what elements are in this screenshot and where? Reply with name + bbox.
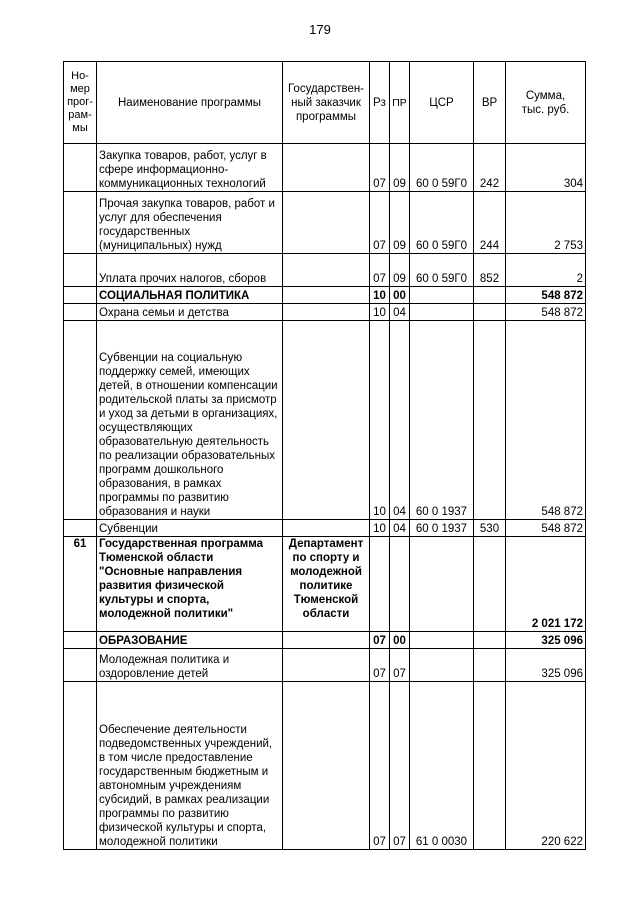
cell-vr: [474, 649, 506, 682]
cell-rz: 10: [370, 304, 390, 321]
header-csr: ЦСР: [410, 62, 474, 144]
cell-rz: 10: [370, 520, 390, 537]
cell-name: Закупка товаров, работ, услуг в сфере информационно-коммуникационных технологий: [97, 144, 283, 192]
cell-number: [64, 287, 97, 304]
cell-sum: 304: [506, 144, 586, 192]
cell-customer: [283, 304, 370, 321]
cell-number: 61: [64, 537, 97, 632]
cell-sum: 2 753: [506, 192, 586, 254]
cell-vr: 530: [474, 520, 506, 537]
table-row: [64, 520, 586, 537]
cell-name: Прочая закупка товаров, работ и услуг для обеспечения государственных (муниципальных) нужд: [97, 192, 283, 254]
cell-sum: 2: [506, 254, 586, 287]
cell-customer: [283, 144, 370, 192]
cell-pr: 07: [390, 649, 410, 682]
cell-name: ОБРАЗОВАНИЕ: [97, 632, 283, 649]
table-row: [64, 321, 586, 520]
cell-vr: 242: [474, 144, 506, 192]
table-row: [64, 632, 586, 649]
cell-pr: 04: [390, 304, 410, 321]
header-program-name: Наименование программы: [97, 62, 283, 144]
cell-csr: 60 0 59Г0: [410, 144, 474, 192]
cell-name: Обеспечение деятельности подведомственных учреждений, в том числе предоставление государственным бюджетным и автономным учреждениям субсидий, в рамках реализации программы по развитию физической культуры и спорта, молодежной политики: [97, 682, 283, 850]
cell-number: [64, 649, 97, 682]
cell-rz: 07: [370, 144, 390, 192]
cell-customer: [283, 321, 370, 520]
header-vr: ВР: [474, 62, 506, 144]
cell-rz: 07: [370, 649, 390, 682]
table-row: [64, 649, 586, 682]
cell-customer: [283, 632, 370, 649]
table-header-row: [64, 62, 586, 144]
cell-csr: 60 0 1937: [410, 520, 474, 537]
cell-pr: 00: [390, 632, 410, 649]
cell-name: Уплата прочих налогов, сборов: [97, 254, 283, 287]
cell-csr: [410, 632, 474, 649]
cell-customer: [283, 682, 370, 850]
cell-csr: 60 0 59Г0: [410, 254, 474, 287]
cell-sum: 548 872: [506, 520, 586, 537]
cell-name: Молодежная политика и оздоровление детей: [97, 649, 283, 682]
cell-rz: [370, 537, 390, 632]
cell-vr: [474, 287, 506, 304]
cell-vr: [474, 632, 506, 649]
cell-sum: 548 872: [506, 304, 586, 321]
cell-customer: [283, 254, 370, 287]
cell-sum: 548 872: [506, 287, 586, 304]
cell-csr: 60 0 59Г0: [410, 192, 474, 254]
header-rz: Рз: [370, 62, 390, 144]
cell-rz: 07: [370, 192, 390, 254]
cell-sum: 325 096: [506, 632, 586, 649]
cell-name: Субвенции: [97, 520, 283, 537]
cell-customer: Департамент по спорту и молодежной политике Тюменской области: [283, 537, 370, 632]
cell-pr: 09: [390, 254, 410, 287]
cell-pr: 09: [390, 144, 410, 192]
table-row: [64, 537, 586, 632]
cell-number: [64, 520, 97, 537]
table-row: [64, 682, 586, 850]
cell-number: [64, 304, 97, 321]
cell-csr: [410, 304, 474, 321]
cell-vr: [474, 682, 506, 850]
cell-pr: [390, 537, 410, 632]
cell-sum: 2 021 172: [506, 537, 586, 632]
cell-customer: [283, 520, 370, 537]
cell-pr: 07: [390, 682, 410, 850]
cell-rz: 07: [370, 254, 390, 287]
cell-rz: 10: [370, 321, 390, 520]
cell-number: [64, 144, 97, 192]
cell-name: Государственная программа Тюменской области "Основные направления развития физической культуры и спорта, молодежной политики": [97, 537, 283, 632]
cell-vr: [474, 537, 506, 632]
cell-sum: 325 096: [506, 649, 586, 682]
cell-pr: 09: [390, 192, 410, 254]
cell-csr: 60 0 1937: [410, 321, 474, 520]
table-row: [64, 287, 586, 304]
table-row: [64, 144, 586, 192]
cell-name: Субвенции на социальную поддержку семей, имеющих детей, в отношении компенсации родительской платы за присмотр и уход за детьми в организациях, осуществляющих образовательную деятельность по реализации образовательных программ дошкольного образования, в рамках программы по развитию образования и науки: [97, 321, 283, 520]
cell-rz: 07: [370, 682, 390, 850]
header-customer: Государствен- ный заказчик программы: [283, 62, 370, 144]
table-row: [64, 192, 586, 254]
cell-number: [64, 321, 97, 520]
cell-csr: [410, 287, 474, 304]
cell-rz: 10: [370, 287, 390, 304]
table-row: [64, 304, 586, 321]
page-number: 179: [309, 22, 331, 37]
cell-sum: 548 872: [506, 321, 586, 520]
cell-number: [64, 632, 97, 649]
header-program-number: Но- мер прог- рам- мы: [64, 62, 97, 144]
cell-customer: [283, 649, 370, 682]
cell-csr: 61 0 0030: [410, 682, 474, 850]
cell-customer: [283, 192, 370, 254]
cell-name: Охрана семьи и детства: [97, 304, 283, 321]
cell-pr: 00: [390, 287, 410, 304]
cell-customer: [283, 287, 370, 304]
cell-pr: 04: [390, 520, 410, 537]
cell-vr: 852: [474, 254, 506, 287]
cell-number: [64, 682, 97, 850]
budget-table: [63, 61, 586, 850]
cell-rz: 07: [370, 632, 390, 649]
cell-name: СОЦИАЛЬНАЯ ПОЛИТИКА: [97, 287, 283, 304]
cell-number: [64, 254, 97, 287]
cell-sum: 220 622: [506, 682, 586, 850]
cell-csr: [410, 649, 474, 682]
header-pr: ПР: [390, 62, 410, 144]
cell-vr: [474, 304, 506, 321]
cell-vr: 244: [474, 192, 506, 254]
table-row: [64, 254, 586, 287]
cell-csr: [410, 537, 474, 632]
cell-vr: [474, 321, 506, 520]
cell-pr: 04: [390, 321, 410, 520]
cell-number: [64, 192, 97, 254]
header-sum: Сумма, тыс. руб.: [506, 62, 586, 144]
